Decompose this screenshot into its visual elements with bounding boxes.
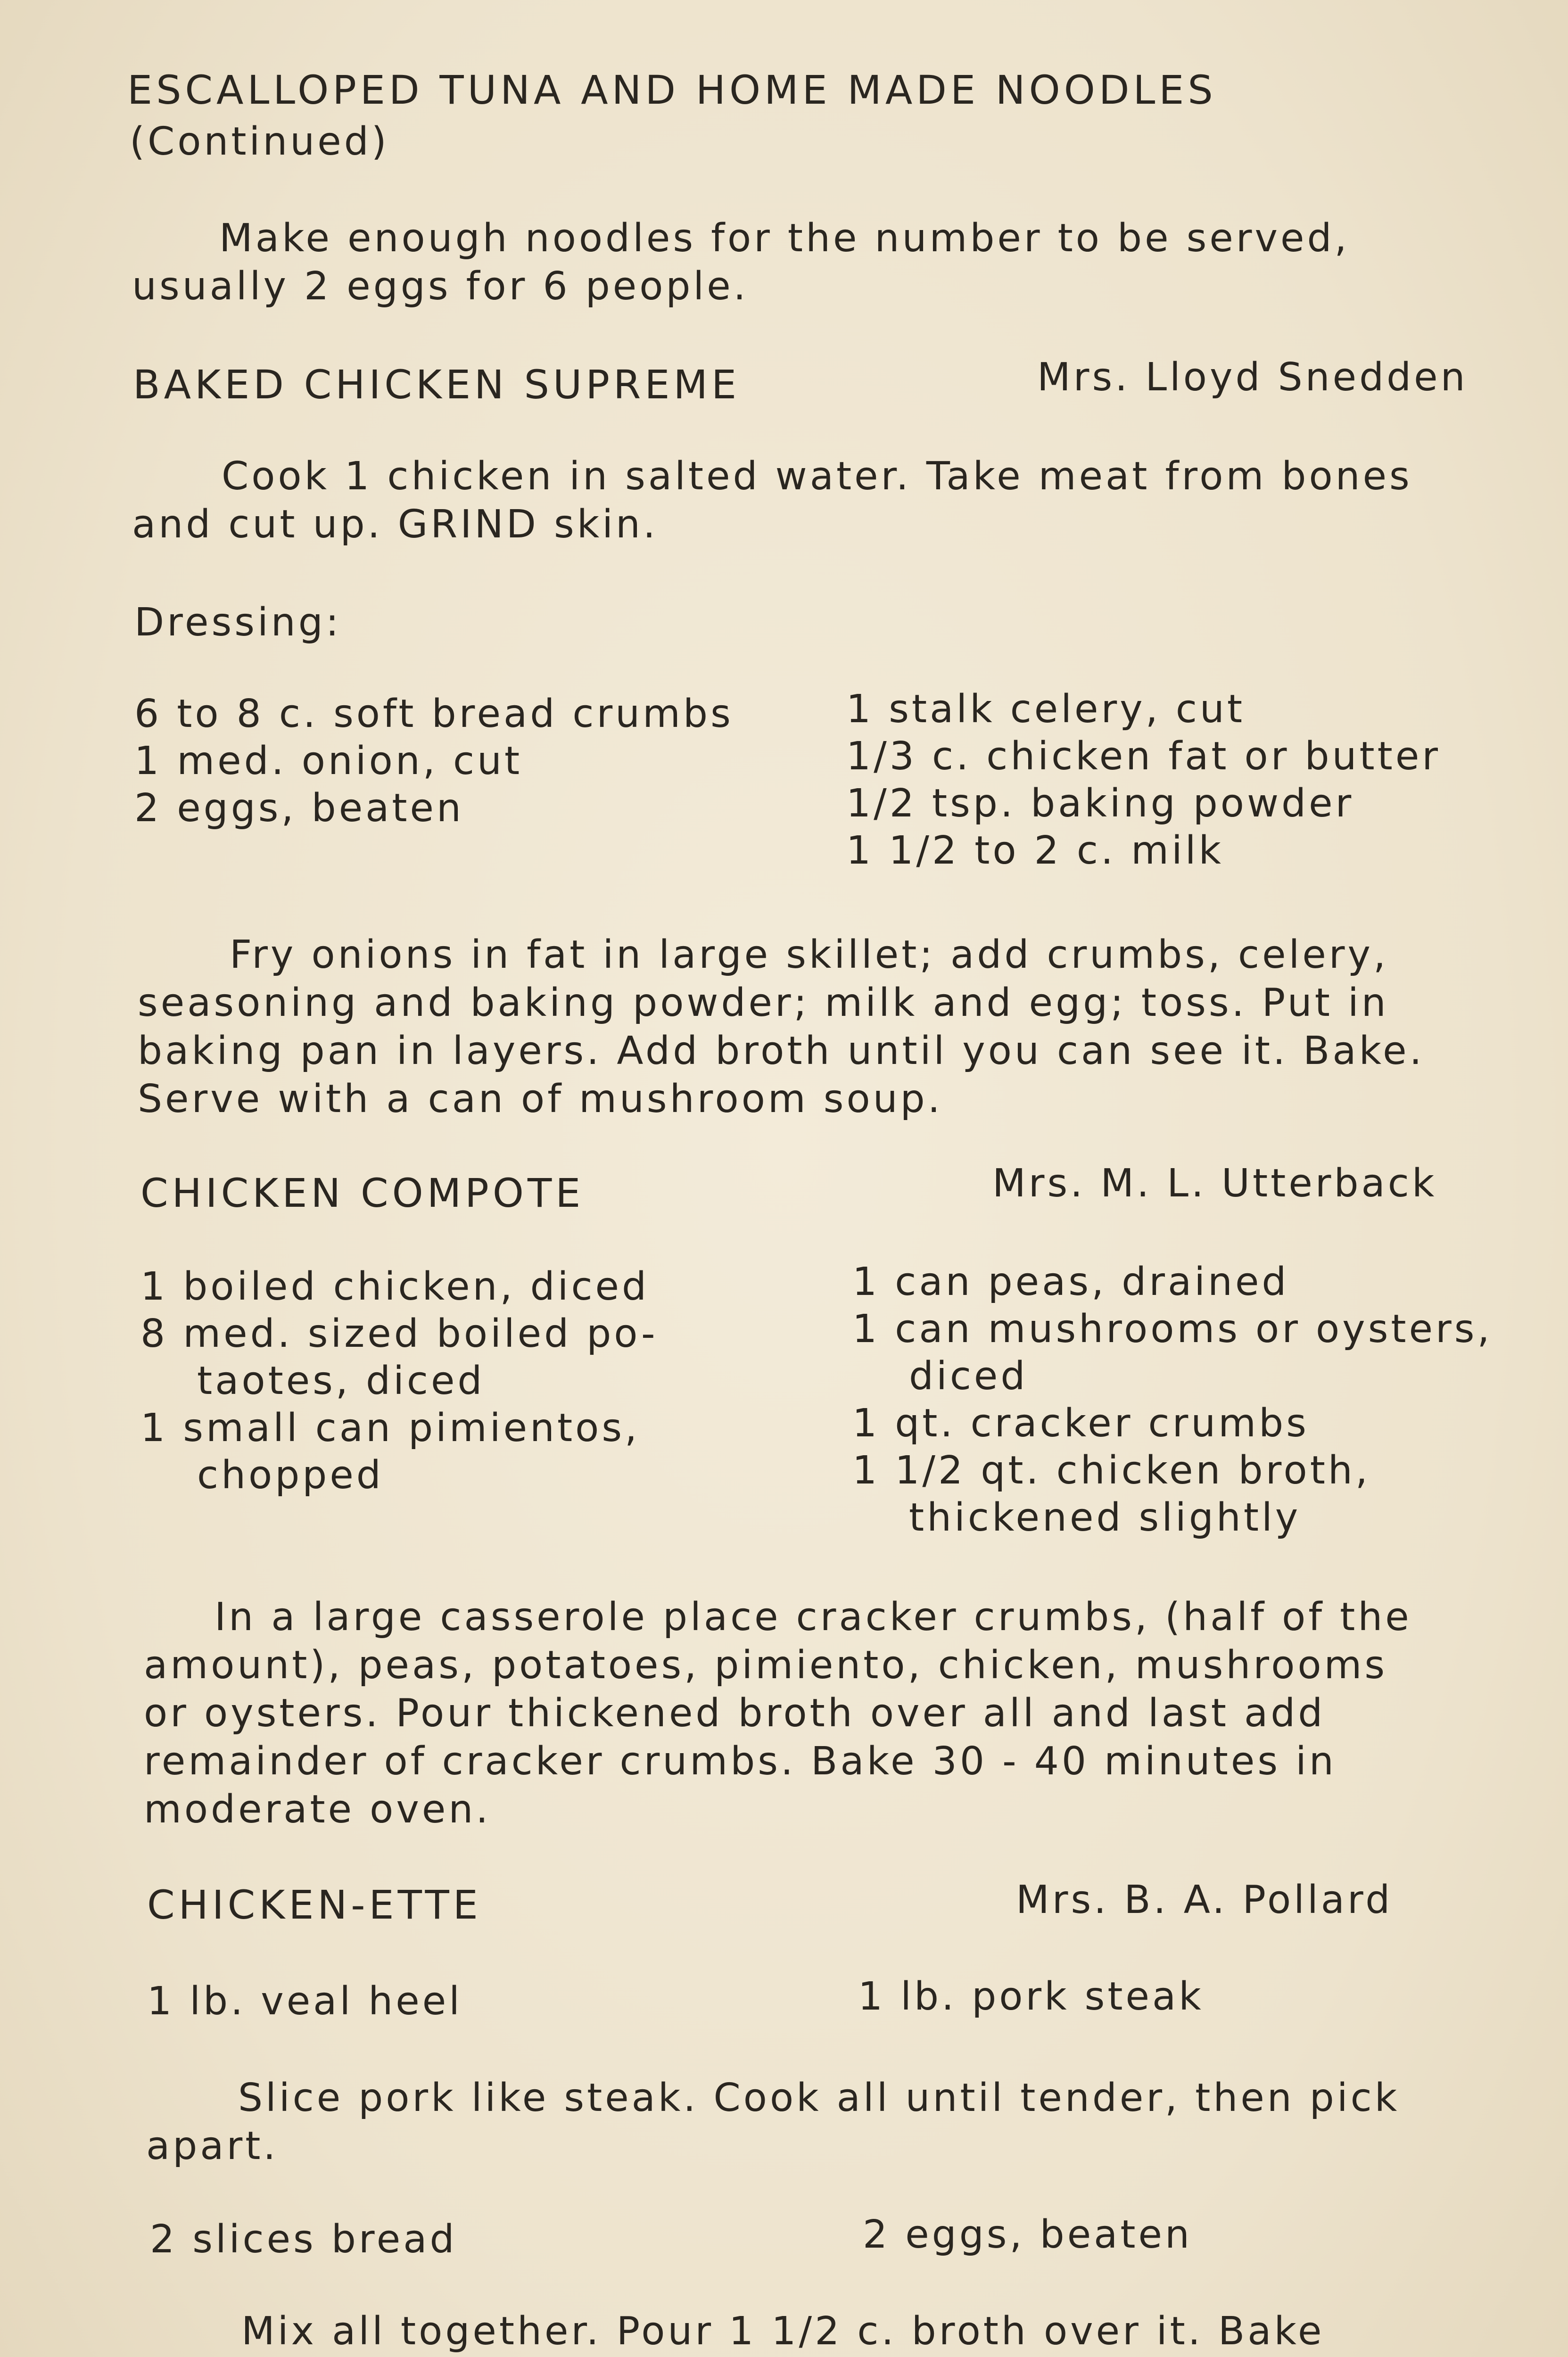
- ingredient: 1 stalk celery, cut: [846, 687, 1246, 732]
- ette-ingredient: 1 lb. veal heel: [147, 1979, 462, 2024]
- compote-method: [144, 1593, 1412, 1834]
- ette-ingredient: 2 eggs, beaten: [863, 2212, 1192, 2257]
- ette-method-line: apart.: [146, 2124, 279, 2168]
- ingredient: 1/2 tsp. baking powder: [846, 781, 1354, 826]
- compote-title: CHICKEN COMPOTE: [140, 1170, 585, 1216]
- ingredient: taotes, diced: [197, 1359, 485, 1403]
- ette-title: CHICKEN-ETTE: [147, 1882, 482, 1928]
- compote-ingredients-left: [140, 1263, 658, 1499]
- ingredient: 6 to 8 c. soft bread crumbs: [134, 692, 734, 736]
- supreme-method-line: Fry onions in fat in large skillet; add crumbs, celery,: [230, 932, 1389, 977]
- ette-ingredient: 2 slices bread: [150, 2217, 457, 2262]
- supreme-title: BAKED CHICKEN SUPREME: [133, 362, 741, 408]
- ette-method-line: Mix all together. Pour 1 1/2 c. broth over it. Bake: [241, 2309, 1325, 2354]
- ingredient: 1 1/2 to 2 c. milk: [846, 828, 1224, 873]
- ette-method-line: Slice pork like steak. Cook all until tender, then pick: [238, 2076, 1400, 2120]
- compote-method-line: amount), peas, potatoes, pimiento, chicken, mushrooms: [144, 1643, 1388, 1688]
- ingredient: 1 boiled chicken, diced: [140, 1264, 650, 1309]
- ingredient: 1/3 c. chicken fat or butter: [846, 734, 1441, 779]
- tuna-title: ESCALLOPED TUNA AND HOME MADE NOODLES: [127, 67, 1217, 113]
- supreme-ingredients-left: [134, 691, 734, 832]
- ingredient: 1 1/2 qt. chicken broth,: [852, 1448, 1370, 1493]
- supreme-intro-line-1: Cook 1 chicken in salted water. Take meat from bones: [222, 454, 1412, 499]
- supreme-method-line: seasoning and baking powder; milk and egg; toss. Put in: [138, 981, 1389, 1025]
- dressing-label: Dressing:: [134, 600, 342, 645]
- supreme-ingredients-right: [846, 686, 1441, 874]
- supreme-method-line: Serve with a can of mushroom soup.: [138, 1077, 943, 1121]
- ingredient: diced: [909, 1354, 1028, 1399]
- ette-ingredient: 1 lb. pork steak: [858, 1974, 1204, 2019]
- compote-method-line: remainder of cracker crumbs. Bake 30 - 40 minutes in: [144, 1739, 1337, 1784]
- compote-ingredients-right: [852, 1259, 1493, 1541]
- supreme-intro: [132, 453, 1412, 549]
- ingredient: 1 small can pimientos,: [140, 1406, 640, 1450]
- ingredient: 1 med. onion, cut: [134, 739, 523, 783]
- ingredient: 1 can peas, drained: [852, 1260, 1289, 1304]
- tuna-subtitle: (Continued): [130, 119, 389, 164]
- tuna-text: [132, 214, 1350, 311]
- compote-method-line: In a large casserole place cracker crumbs, (half of the: [215, 1595, 1412, 1640]
- tuna-line-2: usually 2 eggs for 6 people.: [132, 264, 749, 309]
- supreme-method-line: baking pan in layers. Add broth until you can see it. Bake.: [138, 1029, 1425, 1073]
- tuna-line-1: Make enough noodles for the number to be served,: [219, 216, 1350, 261]
- ingredient: 8 med. sized boiled po-: [140, 1311, 658, 1356]
- compote-author: Mrs. M. L. Utterback: [992, 1161, 1437, 1206]
- ingredient: 1 qt. cracker crumbs: [852, 1401, 1309, 1446]
- ingredient: chopped: [197, 1453, 384, 1498]
- supreme-method: [138, 931, 1425, 1123]
- compote-method-line: or oysters. Pour thickened broth over all and last add: [144, 1691, 1326, 1736]
- supreme-author: Mrs. Lloyd Snedden: [1037, 355, 1468, 400]
- ette-method-1: [146, 2074, 1400, 2170]
- ingredient: 2 eggs, beaten: [134, 786, 464, 831]
- ingredient: thickened slightly: [909, 1495, 1301, 1540]
- ingredient: 1 can mushrooms or oysters,: [852, 1307, 1493, 1352]
- compote-method-line: moderate oven.: [144, 1787, 491, 1832]
- supreme-intro-line-2: and cut up. GRIND skin.: [132, 502, 659, 547]
- ette-author: Mrs. B. A. Pollard: [1016, 1878, 1393, 1922]
